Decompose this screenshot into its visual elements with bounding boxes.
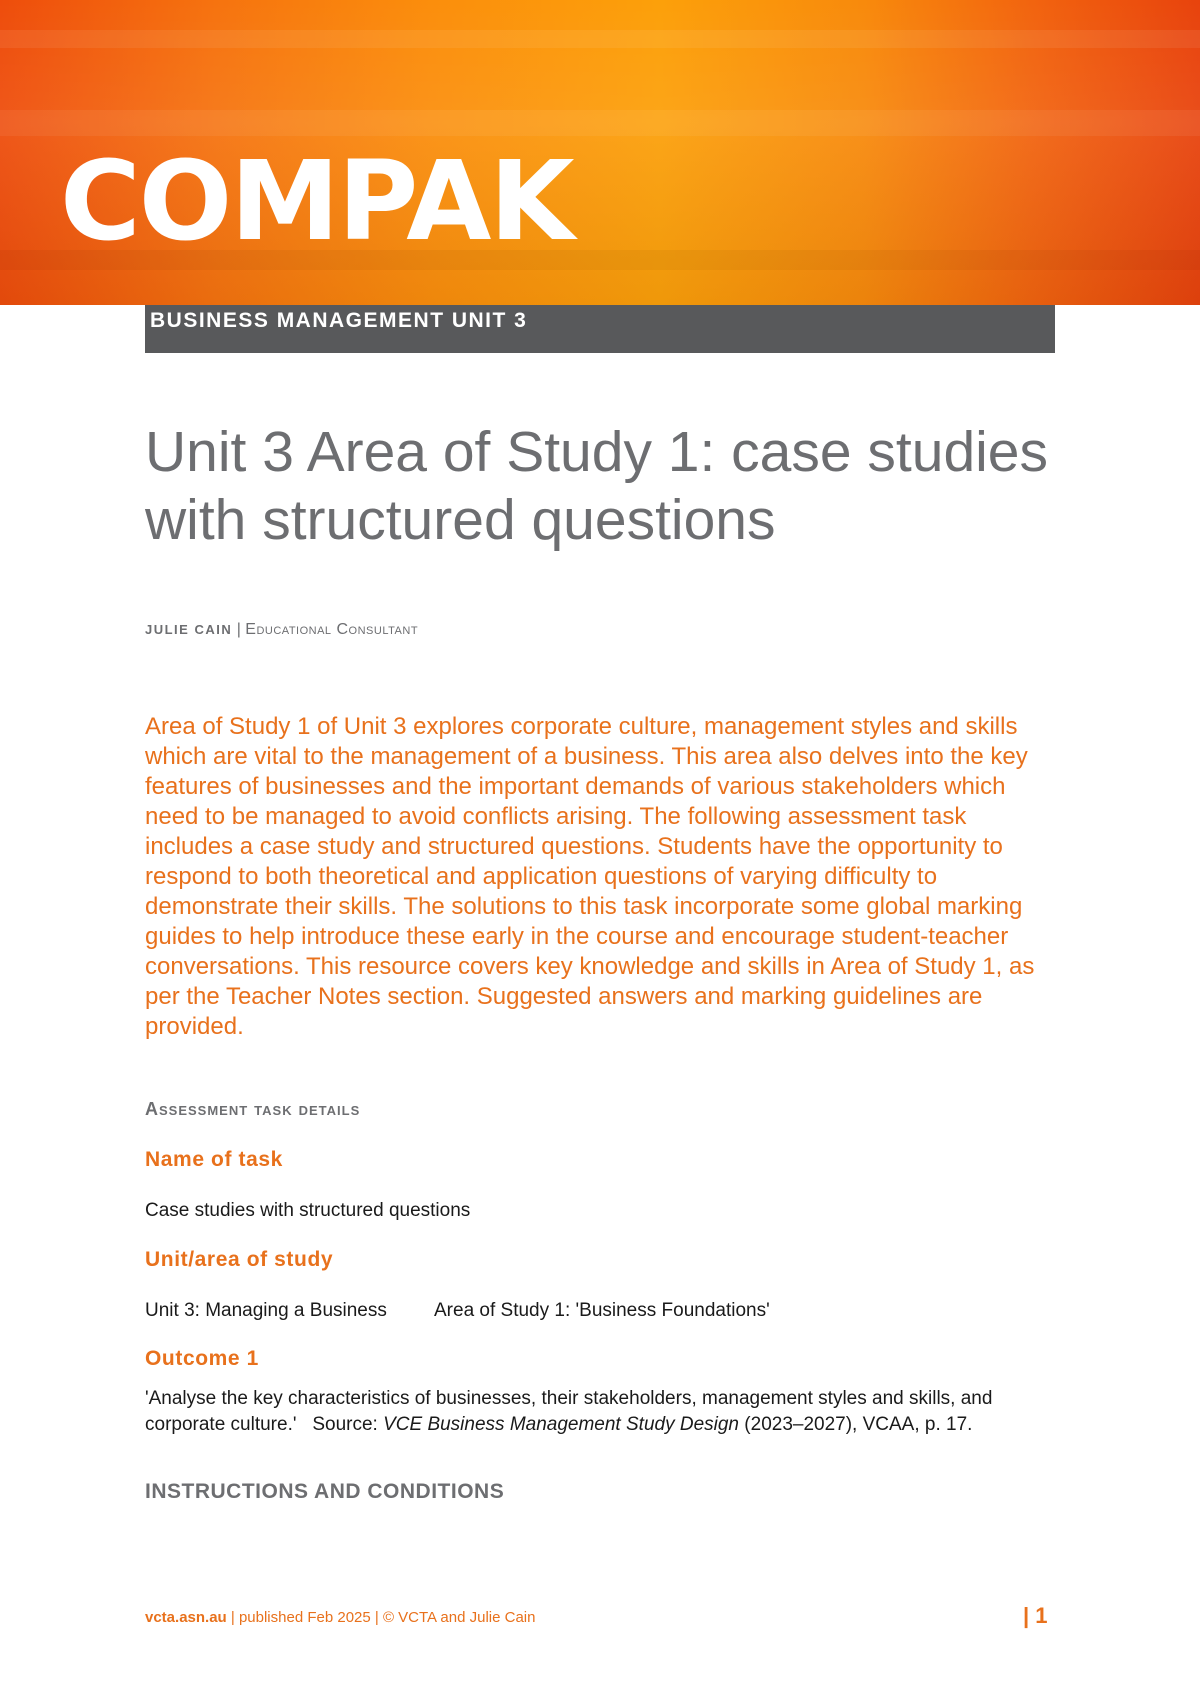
- header-banner: [0, 0, 1200, 305]
- area-value: Area of Study 1: 'Business Foundations': [434, 1300, 770, 1321]
- subject-label: BUSINESS MANAGEMENT UNIT 3: [150, 309, 528, 332]
- source-rest: (2023–2027), VCAA, p. 17.: [744, 1414, 973, 1435]
- footer-site-link[interactable]: vcta.asn.au: [145, 1609, 227, 1626]
- intro-paragraph: Area of Study 1 of Unit 3 explores corporate culture, management styles and skills which are vital to the management of a business. This area also delves into the key features of businesses and the important demands of various stakeholders which need to be managed to avoid conflicts arising. The following assessment task includes a case study and structured questions. Students have the opportunity to respond to both theoretical and application questions of varying difficulty to demonstrate their skills. The solutions to this task incorporate some global marking guides to help introduce these early in the course and encourage student-teacher conversations. This resource covers key knowledge and skills in Area of Study 1, as per the Teacher Notes section. Suggested answers and marking guidelines are provided.: [145, 713, 1035, 1040]
- assessment-heading: Assessment task details: [145, 1099, 361, 1119]
- author-role: Educational Consultant: [245, 621, 419, 638]
- instructions-heading: INSTRUCTIONS AND CONDITIONS: [145, 1480, 505, 1503]
- outcome-heading: Outcome 1: [145, 1347, 259, 1370]
- author-line: [145, 621, 418, 639]
- banner-texture: [0, 30, 1200, 48]
- source-title: VCE Business Management Study Design: [383, 1414, 740, 1435]
- author-separator: |: [236, 621, 241, 638]
- page-separator: |: [1023, 1603, 1030, 1628]
- compak-logo: COMPAK: [60, 137, 573, 265]
- author-name: JULIE CAIN: [145, 622, 233, 637]
- footer-published: | published Feb 2025 | © VCTA and Julie Cain: [226, 1609, 536, 1626]
- subject-bar: [145, 305, 1055, 353]
- unit-area-heading: Unit/area of study: [145, 1248, 334, 1271]
- outcome-text: [145, 1386, 1065, 1438]
- page-number: [1023, 1603, 1048, 1629]
- banner-texture: [0, 110, 1200, 136]
- page-title: Unit 3 Area of Study 1: case studies with structured questions: [145, 420, 1049, 552]
- name-of-task-value: Case studies with structured questions: [145, 1200, 471, 1221]
- unit-value: Unit 3: Managing a Business: [145, 1300, 387, 1321]
- page-number-value: 1: [1035, 1603, 1048, 1628]
- source-label: Source:: [312, 1414, 378, 1435]
- footer: [145, 1609, 535, 1626]
- outcome-quote: 'Analyse the key characteristics of businesses, their stakeholders, management styles and skills, and corporate culture.': [145, 1388, 993, 1435]
- name-of-task-heading: Name of task: [145, 1148, 283, 1171]
